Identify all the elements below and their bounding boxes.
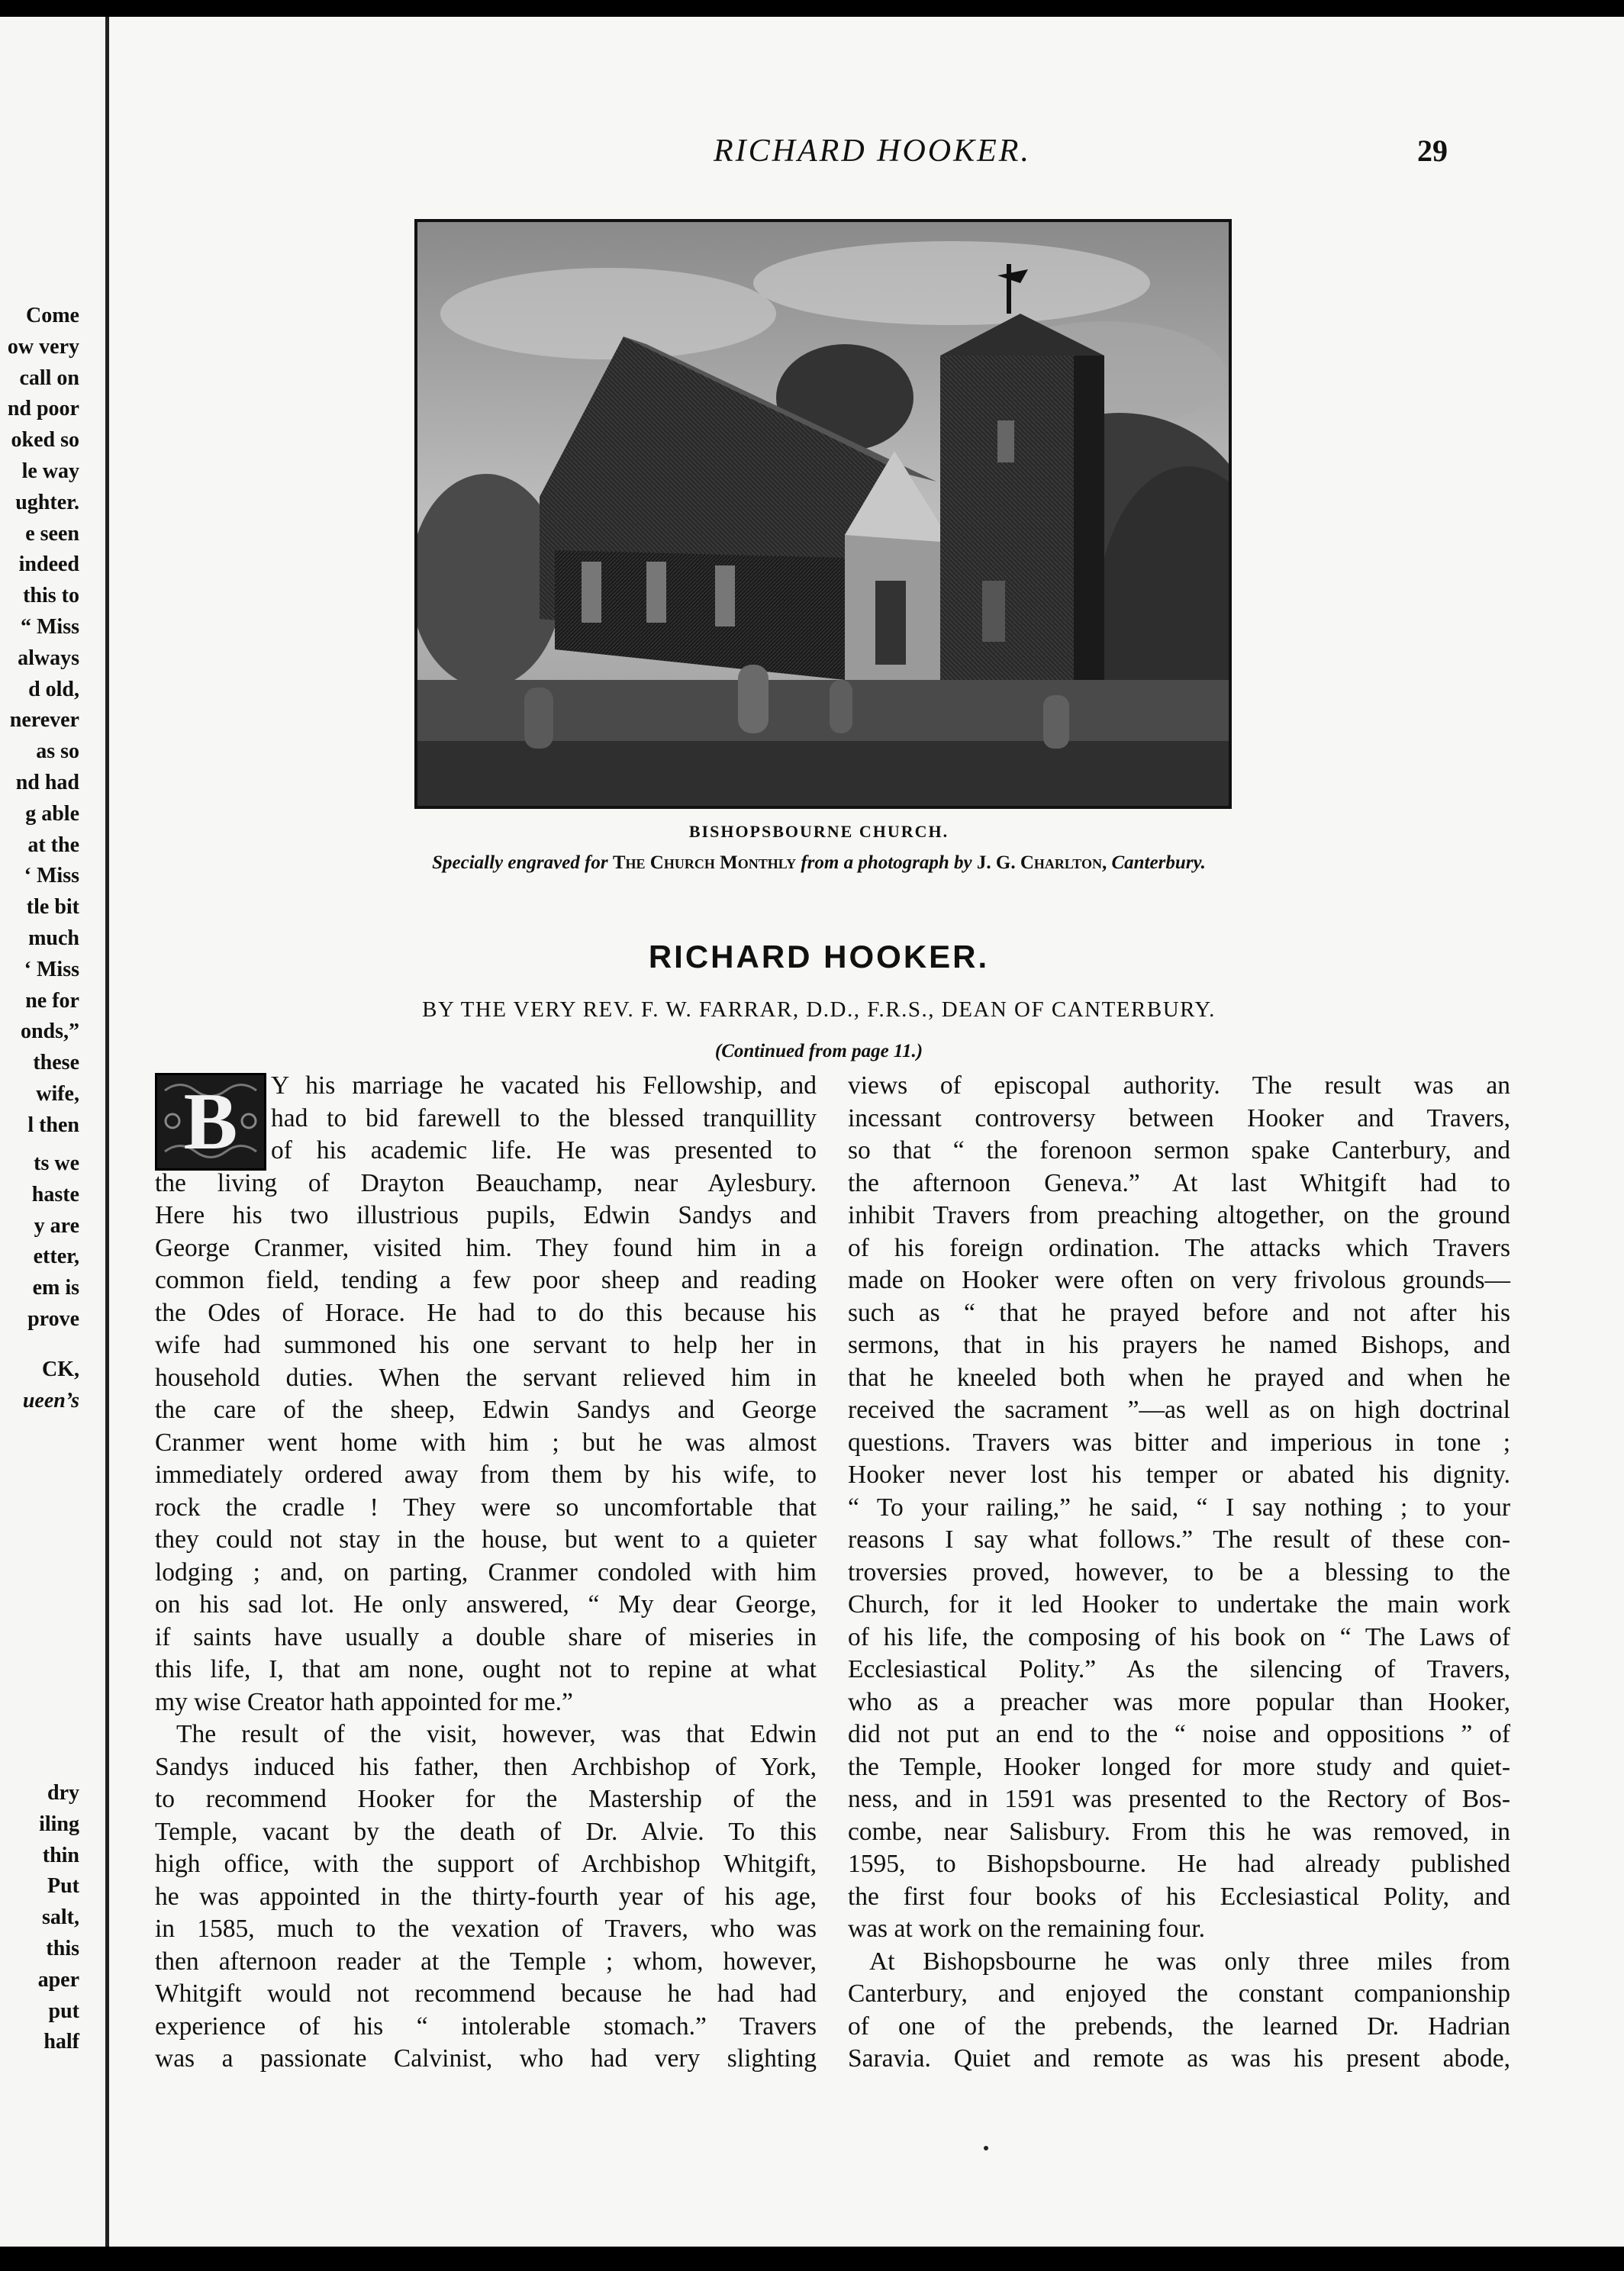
facing-page-line: d old, xyxy=(28,677,79,701)
text-line: George Cranmer, visited him. They found him in a xyxy=(155,1233,817,1262)
facing-page-line: aper xyxy=(37,1967,79,1992)
text-line: to recommend Hooker for the Mastership of the xyxy=(155,1785,817,1813)
text-line: ness, and in 1591 was presented to the Rectory of Bos- xyxy=(848,1785,1510,1813)
text-line: reasons I say what follows.” The result of these con- xyxy=(848,1525,1510,1554)
facing-page-line: nd had xyxy=(15,771,79,794)
text-line: immediately ordered away from them by his wife, to xyxy=(155,1461,817,1489)
text-line: rock the cradle ! They were so uncomfortable that xyxy=(155,1493,817,1522)
text-line: common field, tending a few poor sheep and reading xyxy=(155,1266,817,1294)
text-line: the living of Drayton Beauchamp, near Aylesbury. xyxy=(155,1168,817,1197)
text-line: of his life, the composing of his book on “ The Laws of xyxy=(848,1622,1510,1651)
text-line: the first four books of his Ecclesiastical Polity, and xyxy=(848,1882,1510,1911)
text-line: wife had summoned his one servant to help her in xyxy=(155,1331,817,1359)
text-line: he was appointed in the thirty-fourth year of his age, xyxy=(155,1882,817,1911)
facing-page-line: e seen xyxy=(25,521,79,546)
facing-page-line: put xyxy=(48,1999,79,2023)
text-line: views of episcopal authority. The result was an xyxy=(848,1071,1510,1100)
text-line: 1595, to Bishopsbourne. He had already published xyxy=(848,1850,1510,1878)
facing-page-line: y are xyxy=(34,1213,79,1238)
text-line: the afternoon Geneva.” At last Whitgift had to xyxy=(848,1168,1510,1197)
facing-page-line: onds,” xyxy=(20,1020,79,1044)
text-line: sermons, that in his prayers he named Bishops, and xyxy=(848,1331,1510,1359)
credit-prefix: Specially engraved for xyxy=(432,852,608,873)
facing-page-line: haste xyxy=(31,1182,79,1206)
facing-page-line: wife, xyxy=(36,1082,79,1106)
facing-page-line: this to xyxy=(23,584,79,608)
continued-note: (Continued from page 11.) xyxy=(714,1041,923,1061)
church-illustration xyxy=(417,222,1229,806)
church-engraving xyxy=(414,219,1232,809)
facing-page-line: ‘ Miss xyxy=(24,957,79,981)
text-line: experience of his “ intolerable stomach.” Travers xyxy=(155,2012,817,2041)
facing-page-line: these xyxy=(33,1051,79,1075)
facing-page-line: prove xyxy=(27,1307,79,1331)
text-line: Ecclesiastical Polity.” As the silencing of Travers, xyxy=(848,1655,1510,1683)
text-line: so that “ the forenoon sermon spake Canterbury, and xyxy=(848,1136,1510,1164)
scan-border-top xyxy=(0,0,1624,17)
article-column-right xyxy=(848,1070,1510,2076)
text-line: the Odes of Horace. He had to do this because his xyxy=(155,1298,817,1327)
facing-page-line: nerever xyxy=(9,708,79,733)
credit-photographer: J. G. Charlton, xyxy=(976,852,1107,873)
facing-page-line: le way xyxy=(21,459,79,483)
scan-border-bottom xyxy=(0,2247,1624,2271)
facing-page-line: ‘ Miss xyxy=(24,864,79,888)
text-line: At Bishopsbourne he was only three miles from xyxy=(869,1947,1510,1976)
text-line: such as “ that he prayed before and not after his xyxy=(848,1298,1510,1327)
figure-caption-title: BISHOPSBOURNE CHURCH. xyxy=(688,822,949,841)
text-line: Here his two illustrious pupils, Edwin Sandys and xyxy=(155,1201,817,1229)
facing-page-line: oked so xyxy=(11,428,79,453)
facing-page-line: CK, xyxy=(42,1358,79,1381)
running-head: RICHARD HOOKER. xyxy=(714,134,1031,169)
text-line: Canterbury, and enjoyed the constant companionship xyxy=(848,1979,1510,2008)
text-line: incessant controversy between Hooker and Travers, xyxy=(848,1103,1510,1132)
text-line: Hooker never lost his temper or abated his dignity. xyxy=(848,1461,1510,1489)
facing-page-line: ughter. xyxy=(15,490,79,514)
text-line: that he kneeled both when he prayed and when he xyxy=(848,1363,1510,1392)
article-byline: BY THE VERY REV. F. W. FARRAR, D.D., F.R.S., DEAN OF CANTERBURY. xyxy=(422,997,1216,1022)
facing-page-line: much xyxy=(28,926,79,950)
credit-middle: from a photograph by xyxy=(801,852,972,873)
facing-page-line: Put xyxy=(47,1874,79,1899)
text-line: received the sacrament ”—as well as on high doctrinal xyxy=(848,1396,1510,1424)
text-line: household duties. When the servant relieved him in xyxy=(155,1363,817,1392)
text-line: inhibit Travers from preaching altogether, on the ground xyxy=(848,1201,1510,1229)
text-line: Whitgift would not recommend because he had had xyxy=(155,1979,817,2008)
facing-page-line: this xyxy=(46,1937,79,1960)
text-line: this life, I, that am none, ought not to repine at what xyxy=(155,1655,817,1683)
text-line: Church, for it led Hooker to undertake the main work xyxy=(848,1590,1510,1619)
text-line: they could not stay in the house, but went to a quieter xyxy=(155,1525,817,1554)
text-line: The result of the visit, however, was that Edwin xyxy=(176,1720,817,1748)
text-line: “ To your railing,” he said, “ I say nothing ; to your xyxy=(848,1493,1510,1522)
facing-page-line: as so xyxy=(36,739,79,764)
facing-page-line: ueen’s xyxy=(22,1388,79,1413)
text-line: the care of the sheep, Edwin Sandys and George xyxy=(155,1396,817,1424)
facing-page-line: indeed xyxy=(18,552,79,577)
facing-page-line: l then xyxy=(27,1113,79,1137)
text-line: Sandys induced his father, then Archbishop of York, xyxy=(155,1752,817,1781)
text-line: on his sad lot. He only answered, “ My dear George, xyxy=(155,1590,817,1619)
magazine-page xyxy=(109,17,1624,2247)
facing-page-line: etter, xyxy=(33,1245,79,1269)
ink-speck xyxy=(984,2146,988,2150)
text-line: had to bid farewell to the blessed tranquillity xyxy=(271,1103,817,1132)
page-number: 29 xyxy=(1417,134,1448,168)
facing-page-line: g able xyxy=(25,801,79,826)
text-line: my wise Creator hath appointed for me.” xyxy=(155,1687,573,1716)
text-line: of his academic life. He was presented to xyxy=(271,1136,817,1164)
text-line: questions. Travers was bitter and imperious in tone ; xyxy=(848,1428,1510,1457)
text-line: high office, with the support of Archbishop Whitgift, xyxy=(155,1850,817,1878)
text-line: Temple, vacant by the death of Dr. Alvie. To this xyxy=(155,1817,817,1846)
text-line: was a passionate Calvinist, who had very slighting xyxy=(155,2044,817,2073)
figure-credit xyxy=(323,852,1315,874)
credit-place: Canterbury. xyxy=(1111,852,1206,873)
text-line: of one of the prebends, the learned Dr. Hadrian xyxy=(848,2012,1510,2041)
text-line: then afternoon reader at the Temple ; whom, however, xyxy=(155,1947,817,1976)
facing-page-line: thin xyxy=(42,1843,79,1867)
facing-page-line: iling xyxy=(39,1812,79,1836)
facing-page-line: dry xyxy=(47,1781,79,1805)
text-line: in 1585, much to the vexation of Travers, who was xyxy=(155,1915,817,1943)
facing-page-line: ne for xyxy=(25,988,79,1013)
facing-page-line: tle bit xyxy=(26,895,79,920)
facing-page-line: salt, xyxy=(42,1905,79,1930)
text-line: did not put an end to the “ noise and oppositions ” of xyxy=(848,1720,1510,1748)
credit-publication: The Church Monthly xyxy=(612,852,797,873)
text-line: Cranmer went home with him ; but he was almost xyxy=(155,1428,817,1457)
text-line: made on Hooker were often on very frivolous grounds— xyxy=(848,1266,1510,1294)
facing-page-line: call on xyxy=(19,366,79,390)
facing-page-line: always xyxy=(18,646,79,670)
facing-page-line: “ Miss xyxy=(21,615,79,639)
facing-page-line: Come xyxy=(26,304,79,327)
text-line: the Temple, Hooker longed for more study and quiet- xyxy=(848,1752,1510,1781)
drop-cap-letter: B xyxy=(183,1077,238,1166)
text-line: if saints have usually a double share of miseries in xyxy=(155,1622,817,1651)
article-column-left xyxy=(155,1070,817,2076)
facing-page-line: at the xyxy=(27,833,79,857)
facing-page-fragment xyxy=(0,17,109,2247)
text-line: Y his marriage he vacated his Fellowship, and xyxy=(271,1071,817,1100)
article-title: RICHARD HOOKER. xyxy=(648,939,990,974)
facing-page-line: nd poor xyxy=(7,397,79,421)
facing-page-line: ts we xyxy=(34,1152,79,1175)
text-line: was at work on the remaining four. xyxy=(848,1915,1205,1943)
text-line: Saravia. Quiet and remote as was his present abode, xyxy=(848,2044,1510,2073)
text-line: who as a preacher was more popular than Hooker, xyxy=(848,1687,1510,1716)
text-line: of his foreign ordination. The attacks which Travers xyxy=(848,1233,1510,1262)
text-line: troversies proved, however, to be a blessing to the xyxy=(848,1557,1510,1586)
facing-page-line: half xyxy=(44,2030,79,2054)
text-line: lodging ; and, on parting, Cranmer condoled with him xyxy=(155,1557,817,1586)
text-line: combe, near Salisbury. From this he was removed, in xyxy=(848,1817,1510,1846)
facing-page-line: ow very xyxy=(7,334,79,359)
facing-page-line: em is xyxy=(32,1276,79,1300)
